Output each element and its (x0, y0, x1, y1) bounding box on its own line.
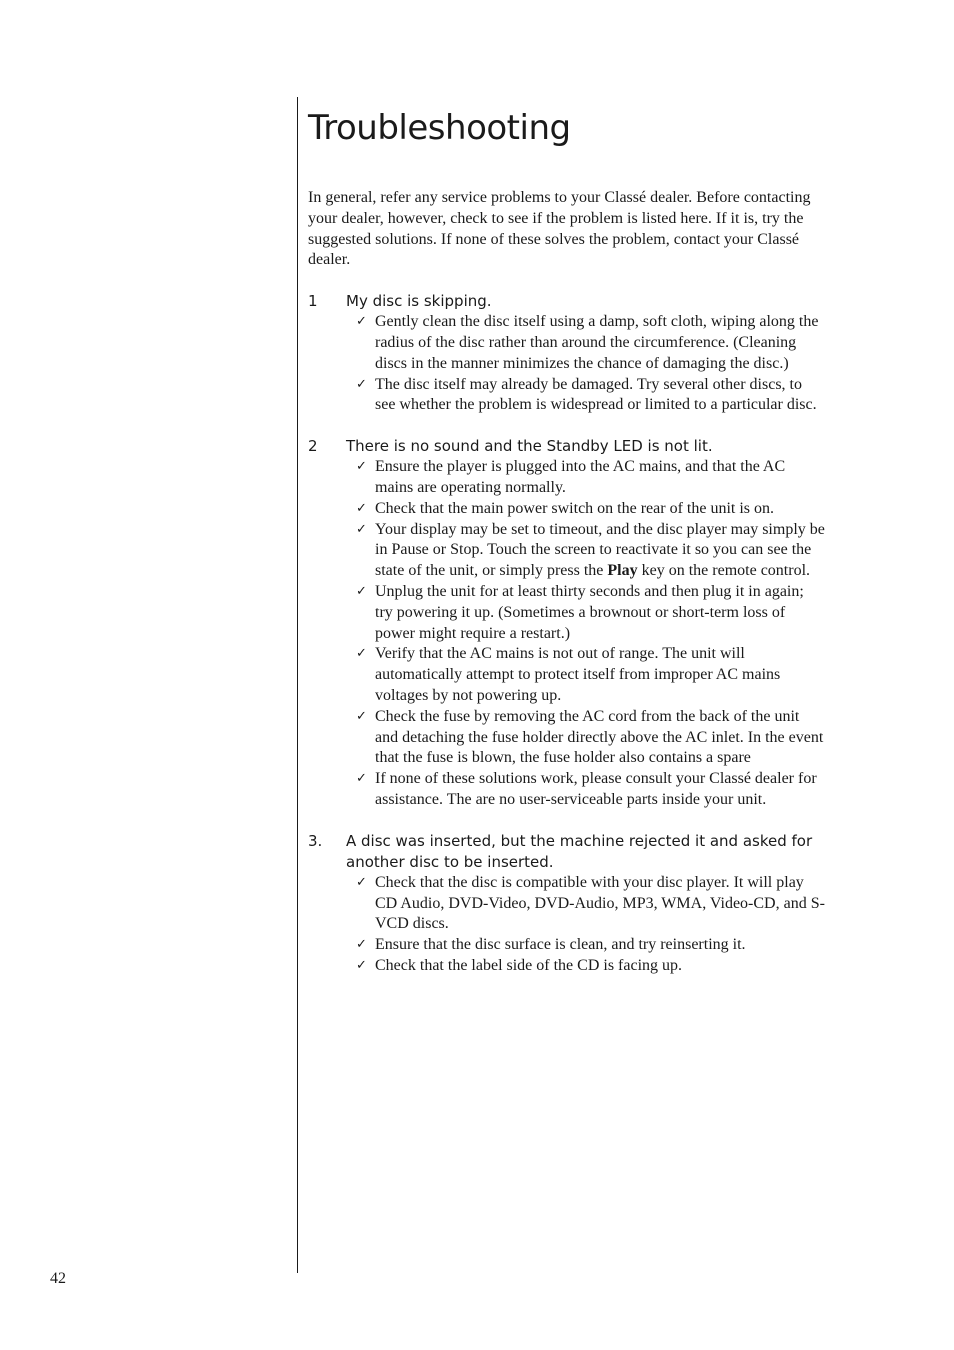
solution-text: Check the fuse by removing the AC cord from the back of the unit and detaching the fuse holder directly above the AC inlet. In the event that the fuse is blown, the fuse holder also contains a spare (375, 707, 824, 767)
solution-text (375, 520, 825, 582)
solution-text: Check that the label side of the CD is facing up. (375, 956, 683, 974)
intro-paragraph: In general, refer any service problems to your Classé dealer. Before contacting your dealer, however, check to see if the problem is listed here. If it is, try the suggested solutions. If none of these solves the problem, contact your Classé dealer. (308, 189, 811, 269)
list-item (356, 956, 868, 977)
check-mark-icon: ✓ (356, 708, 367, 724)
solution-list (308, 873, 868, 977)
troubleshooting-section-3 (308, 831, 868, 977)
section-number: 1 (308, 292, 318, 311)
check-mark-icon: ✓ (356, 314, 367, 330)
section-number: 3. (308, 831, 323, 850)
page-number: 42 (50, 1270, 66, 1287)
solution-text-end: key on the remote control. (637, 562, 811, 580)
check-mark-icon: ✓ (356, 583, 367, 599)
check-mark-icon: ✓ (356, 646, 367, 662)
vertical-margin-rule (297, 97, 298, 1273)
list-item (356, 935, 868, 956)
solution-text: The disc itself may already be damaged. Try several other discs, to see whether the problem is widespread or limited to a particular disc. (375, 375, 817, 414)
solution-text-start: Your display may be set to timeout, and the disc player may simply be in Pause or Stop. Touch the screen to reactivate it so you can see the state of the unit, or simply press the (375, 520, 825, 580)
troubleshooting-section-1 (308, 291, 868, 416)
list-item (356, 707, 868, 769)
play-key-label: Play (607, 562, 638, 580)
solution-text: Ensure that the disc surface is clean, and try reinserting it. (375, 936, 746, 954)
list-item (356, 582, 868, 644)
solution-text: Ensure the player is plugged into the AC mains, and that the AC mains are operating normally. (375, 458, 786, 496)
solution-text: Gently clean the disc itself using a damp, soft cloth, wiping along the radius of the disc rather than around the circumference. (Cleaning discs in the manner minimizes the chance of damaging the disc.) (375, 313, 819, 372)
solution-text: Unplug the unit for at least thirty seconds and then plug it in again; try powering it up. (Sometimes a brownout or short-term loss of power might require a restart.) (375, 582, 804, 642)
list-item (356, 769, 868, 811)
check-mark-icon: ✓ (356, 500, 367, 516)
check-mark-icon: ✓ (356, 957, 367, 973)
section-title: A disc was inserted, but the machine rejected it and asked for another disc to be inserted. (346, 831, 813, 871)
troubleshooting-section-2 (308, 436, 868, 811)
section-title: My disc is skipping. (346, 292, 492, 311)
solution-text: Verify that the AC mains is not out of range. The unit will automatically attempt to protect itself from improper AC mains voltages by not powering up. (375, 645, 781, 704)
solution-list (308, 457, 868, 811)
check-mark-icon: ✓ (356, 459, 367, 475)
list-item (356, 873, 868, 935)
list-item (356, 520, 868, 582)
section-heading (308, 291, 868, 312)
page-title: Troubleshooting (308, 108, 571, 148)
list-item (356, 499, 868, 520)
list-item (356, 457, 868, 499)
check-mark-icon: ✓ (356, 521, 367, 537)
solution-text: Check that the main power switch on the rear of the unit is on. (375, 499, 775, 517)
section-heading (308, 436, 868, 457)
check-mark-icon: ✓ (356, 376, 367, 392)
list-item (356, 312, 868, 374)
solution-text: Check that the disc is compatible with your disc player. It will play CD Audio, DVD-Video, DVD-Audio, MP3, WMA, Video-CD, and S-VCD discs. (375, 873, 825, 933)
list-item (356, 644, 868, 706)
section-title: There is no sound and the Standby LED is not lit. (346, 437, 713, 456)
check-mark-icon: ✓ (356, 874, 367, 890)
check-mark-icon: ✓ (356, 937, 367, 953)
document-body (308, 104, 868, 977)
solution-text: If none of these solutions work, please consult your Classé dealer for assistance. The are no user-serviceable parts inside your unit. (375, 770, 817, 808)
solution-list (308, 312, 868, 416)
section-number: 2 (308, 437, 318, 456)
check-mark-icon: ✓ (356, 771, 367, 787)
section-heading (308, 831, 868, 873)
list-item (356, 375, 868, 417)
